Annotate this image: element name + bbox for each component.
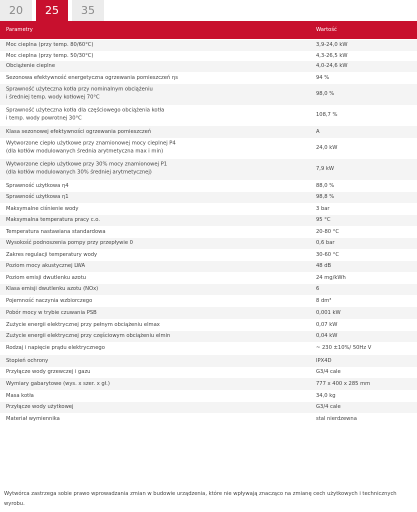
value-cell: 34,0 kg: [316, 392, 336, 399]
value-cell: 24,0 kW: [316, 144, 338, 151]
value-cell: 98,8 %: [316, 194, 335, 201]
param-cell: Obciążenie cieplne: [6, 63, 56, 70]
table-row: [0, 84, 417, 105]
param-cell: Sprawność użyteczna kotła dla częściowego obciążenia kotła i temp. wody powrotnej 30°C: [6, 107, 165, 122]
value-cell: 8 dm³: [316, 297, 332, 304]
table-row: [0, 390, 417, 402]
param-cell: Sprawność użyteczna kotła przy nominalnym obciążeniu i średniej temp. wody kotłowej 70°C: [6, 86, 153, 101]
tab-35[interactable]: 35: [72, 0, 104, 21]
table-row: [0, 402, 417, 414]
param-cell: Sprawność użytkowa η1: [6, 194, 69, 201]
param-cell: Masa kotła: [6, 392, 34, 399]
table-row: [0, 307, 417, 319]
value-cell: 777 x 400 x 285 mm: [316, 380, 371, 387]
param-cell: Poziom mocy akustycznej LWA: [6, 263, 86, 270]
param-cell: Zakres regulacji temperatury wody: [6, 251, 98, 258]
param-cell: Zużycie energii elektrycznej przy pełnym obciążeniu elmax: [6, 321, 160, 328]
table-row: [0, 180, 417, 192]
table-row: [0, 203, 417, 215]
table-row: [0, 215, 417, 227]
table-row: [0, 272, 417, 284]
table-row: [0, 284, 417, 296]
table-row: [0, 331, 417, 343]
param-cell: Materiał wymiennika: [6, 415, 60, 422]
param-cell: Wysokość podnoszenia pompy przy przepływie 0: [6, 240, 133, 247]
table-row: [0, 61, 417, 72]
value-cell: 98,0 %: [316, 90, 335, 97]
tab-25[interactable]: 25: [36, 0, 68, 21]
table-row: [0, 40, 417, 51]
value-cell: 24 mg/kWh: [316, 274, 346, 281]
table-row: [0, 226, 417, 238]
value-cell: 95 °C: [316, 217, 331, 224]
table-row: [0, 159, 417, 180]
header-param: Parametry: [6, 27, 33, 33]
param-cell: Klasa emisji dwutlenku azotu (NOx): [6, 286, 99, 293]
power-tabs: [0, 0, 417, 21]
value-cell: 0,04 kW: [316, 333, 338, 340]
value-cell: IPX4D: [316, 357, 332, 364]
value-cell: 30-60 °C: [316, 251, 339, 258]
value-cell: 108,7 %: [316, 111, 338, 118]
table-row: [0, 249, 417, 261]
header-value: Wartość: [316, 27, 337, 33]
disclaimer-note: Wytwórca zastrzega sobie prawo wprowadzania zmian w budowie urządzenia, które nie wpływają znacząco na zmianę cech użytkowych i technicznych wyrobu.: [4, 491, 397, 507]
table-row: [0, 355, 417, 367]
value-cell: 0,6 bar: [316, 240, 335, 247]
table-header: [0, 21, 417, 39]
param-cell: Moc cieplna (przy temp. 50/30°C): [6, 52, 94, 59]
value-cell: 0,07 kW: [316, 321, 338, 328]
table-row: [0, 367, 417, 379]
table-row: [0, 378, 417, 390]
param-cell: Temperatura nastawiana standardowa: [6, 228, 106, 235]
table-row: [0, 105, 417, 126]
param-cell: Rodzaj i napięcie prądu elektrycznego: [6, 345, 105, 352]
table-row: [0, 138, 417, 159]
table-row: [0, 192, 417, 204]
value-cell: 4,3-26,5 kW: [316, 52, 348, 59]
table-row: [0, 261, 417, 273]
table-row: [0, 319, 417, 331]
param-cell: Zużycie energii elektrycznej przy częściowym obciążeniu elmin: [6, 333, 171, 340]
value-cell: 3,9-24,0 kW: [316, 42, 348, 49]
param-cell: Moc cieplna (przy temp. 80/60°C): [6, 42, 94, 49]
table-row: [0, 72, 417, 84]
param-cell: Maksymalne ciśnienie wody: [6, 205, 79, 212]
param-cell: Klasa sezonowej efektywności ogrzewania pomieszczeń: [6, 128, 152, 135]
table-row: [0, 126, 417, 138]
value-cell: 94 %: [316, 74, 330, 81]
param-cell: Wytworzone ciepło użytkowe przy znamionowej mocy cieplnej P4 (dla kotłów modulowanych średnia arytmetyczna max i min): [6, 140, 176, 155]
param-cell: Sezonowa efektywność energetyczna ogrzewania pomieszczeń ηs: [6, 74, 178, 81]
value-cell: 6: [316, 286, 320, 293]
param-cell: Stopień ochrony: [6, 357, 49, 364]
value-cell: G3/4 cale: [316, 369, 341, 376]
param-cell: Pojemność naczynia wzbiorczego: [6, 297, 93, 304]
value-cell: A: [316, 128, 320, 135]
table-row: [0, 238, 417, 250]
table-row: [0, 295, 417, 307]
tab-20[interactable]: 20: [0, 0, 32, 21]
value-cell: 48 dB: [316, 263, 332, 270]
value-cell: 3 bar: [316, 205, 330, 212]
table-row: [0, 413, 417, 424]
param-cell: Przyłącze wody użytkowej: [6, 404, 74, 411]
param-cell: Pobór mocy w trybie czuwania PSB: [6, 309, 97, 316]
value-cell: 88,0 %: [316, 182, 335, 189]
param-cell: Wymiary gabarytowe (wys. x szer. x gł.): [6, 380, 110, 387]
value-cell: 20-80 °C: [316, 228, 339, 235]
param-cell: Poziom emisji dwutlenku azotu: [6, 274, 87, 281]
value-cell: 4,0-24,6 kW: [316, 63, 348, 70]
value-cell: 7,9 kW: [316, 165, 335, 172]
param-cell: Wytworzone ciepło użytkowe przy 30% mocy znamionowej P1 (dla kotłów modulowanych 30% średniej arytmetycznej): [6, 161, 168, 176]
param-cell: Sprawność użytkowa η4: [6, 182, 69, 189]
table-row: [0, 342, 417, 355]
value-cell: stal nierdzewna: [316, 415, 357, 422]
value-cell: G3/4 cale: [316, 404, 341, 411]
table-row: [0, 51, 417, 62]
param-cell: Maksymalna temperatura pracy c.o.: [6, 217, 100, 224]
value-cell: 0,001 kW: [316, 309, 341, 316]
param-cell: Przyłącze wody grzewczej i gazu: [6, 369, 91, 376]
value-cell: ~ 230 ±10%/ 50Hz V: [316, 345, 372, 352]
